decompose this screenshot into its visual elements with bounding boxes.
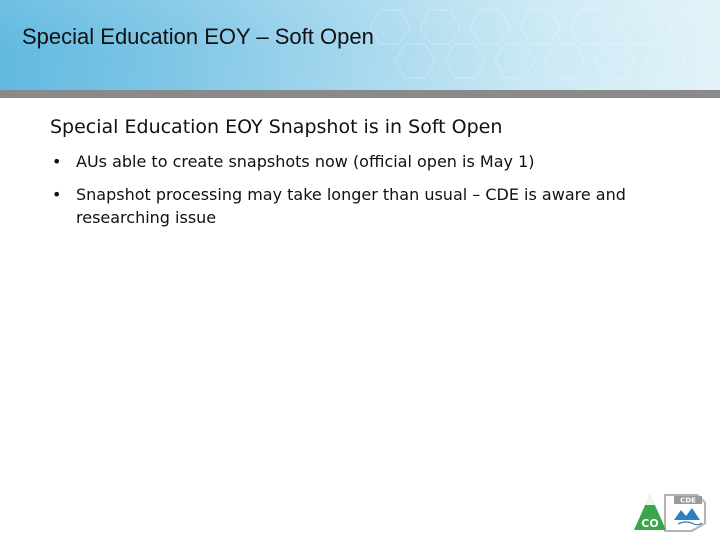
bullet-list	[50, 150, 670, 229]
header-pattern-decoration	[360, 0, 720, 90]
slide-subtitle: Special Education EOY Snapshot is in Soft Open	[50, 116, 503, 138]
bullet-item	[50, 183, 670, 229]
bullet-text: AUs able to create snapshots now (official open is May 1)	[76, 152, 535, 171]
cde-logo	[634, 490, 710, 534]
bullet-marker: •	[52, 152, 62, 171]
header-divider-bar	[0, 90, 720, 98]
slide-header	[0, 0, 720, 90]
bullet-text: Snapshot processing may take longer than usual – CDE is aware and researching issue	[76, 185, 626, 227]
svg-text:CDE: CDE	[680, 496, 696, 505]
bullet-marker: •	[52, 185, 62, 204]
slide-content	[50, 116, 670, 239]
slide-title: Special Education EOY – Soft Open	[22, 24, 374, 49]
bullet-item	[50, 150, 670, 173]
svg-text:CO: CO	[641, 517, 659, 530]
